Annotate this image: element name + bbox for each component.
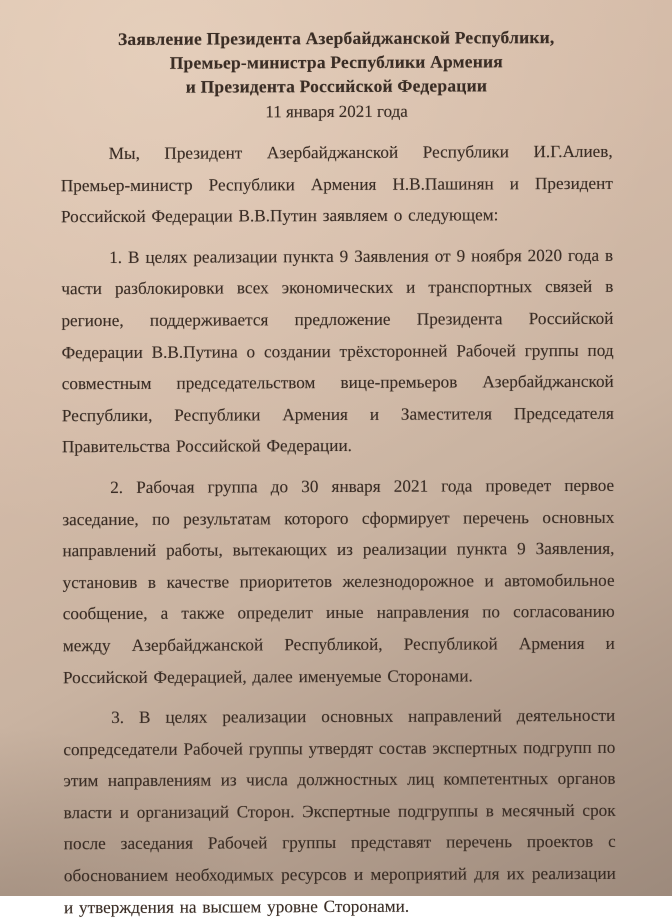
- paragraph-point-3: 3. В целях реализации основных направлений деятельности сопредседатели Рабочей группы утвердят состав экспертных подгрупп по этим направлениям из числа должностных лиц компетентных органов власти и организаций Сторон. Экспертные подгруппы в месячный срок после заседания Рабочей группы представят перечень проектов с обоснованием необходимых ресурсов и мероприятий для их реализации и утверждения на высшем уровне Сторонами.: [63, 705, 616, 917]
- title-line-3: и Президента Российской Федерации: [185, 75, 488, 97]
- paragraph-preamble: Мы, Президент Азербайджанской Республики И.Г.Алиев, Премьер-министр Республики Армения Н.В.Пашинян и Президент Российской Федерации В.В.Путин заявляем о следующем:: [60, 141, 613, 227]
- document-body: [61, 136, 616, 924]
- document-date: 11 января 2021 года: [265, 101, 408, 122]
- title-line-1: Заявление Президента Азербайджанской Республики,: [117, 27, 555, 49]
- document-title: [60, 25, 612, 99]
- paragraph-point-2: 2. Рабочая группа до 30 января 2021 года проведет первое заседание, по результатам которого сформирует перечень основных направлений работы, вытекающих из реализации пункта 9 Заявления, установив в качестве приоритетов железнодорожное и автомобильное сообщение, а также определит иные направления по согласованию между Азербайджанской Республикой, Республикой Армения и Российской Федерацией, далее именуемые Сторонами.: [62, 475, 615, 687]
- title-line-2: Премьер-министра Республики Армения: [169, 51, 503, 73]
- paragraph-point-1: 1. В целях реализации пункта 9 Заявления от 9 ноября 2020 года в части разблокировки всех экономических и транспортных связей в регионе, поддерживается предложение Президента Российской Федерации В.В.Путина о создании трёхсторонней Рабочей группы под совместным председательством вице-премьеров Азербайджанской Республики, Республики Армения и Заместителя Председателя Правительства Российской Федерации.: [61, 245, 614, 457]
